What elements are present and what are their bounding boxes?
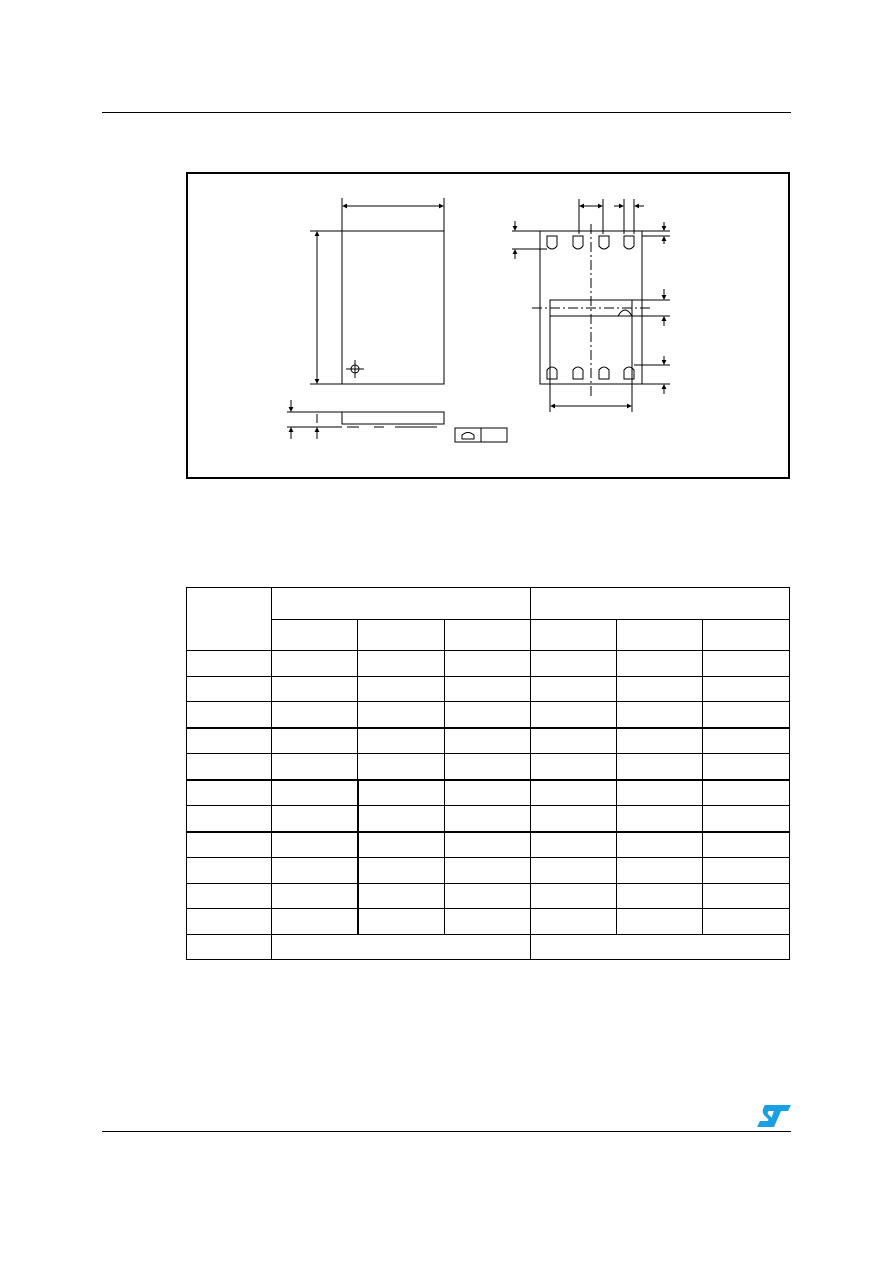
table-header-group-inches <box>531 588 790 620</box>
table-row <box>187 676 790 702</box>
table-row <box>187 754 790 780</box>
table-cell <box>703 780 790 806</box>
table-cell <box>187 883 272 909</box>
table-cell <box>617 806 703 832</box>
table-cell <box>531 934 790 960</box>
table-cell <box>272 754 358 780</box>
table-cell <box>187 702 272 728</box>
table-row <box>187 909 790 935</box>
table-cell <box>531 858 617 884</box>
table-row <box>187 780 790 806</box>
table-cell <box>531 806 617 832</box>
table-cell <box>358 702 445 728</box>
table-cell <box>272 832 358 858</box>
table-cell <box>531 883 617 909</box>
table-cell <box>703 651 790 677</box>
table-cell <box>272 702 358 728</box>
table-cell <box>187 858 272 884</box>
table-cell <box>617 754 703 780</box>
table-cell <box>358 651 445 677</box>
table-cell <box>272 676 358 702</box>
table-cell <box>358 832 445 858</box>
table-cell <box>617 883 703 909</box>
table-cell <box>703 858 790 884</box>
side-view <box>287 400 507 442</box>
table-cell <box>617 858 703 884</box>
table-row <box>187 702 790 728</box>
table-cell <box>358 883 445 909</box>
table-cell <box>187 780 272 806</box>
table-cell <box>358 909 445 935</box>
table-cell <box>187 676 272 702</box>
table-cell <box>272 806 358 832</box>
table-cell <box>272 858 358 884</box>
table-cell <box>531 728 617 754</box>
footer-rule <box>102 1131 791 1132</box>
table-cell <box>531 651 617 677</box>
table-cell <box>445 858 531 884</box>
table-cell <box>531 780 617 806</box>
table-subheader-row <box>187 620 790 651</box>
package-drawing <box>188 174 792 481</box>
table-cell <box>617 728 703 754</box>
table-cell <box>703 832 790 858</box>
table-cell <box>703 909 790 935</box>
table-cell <box>445 651 531 677</box>
table-cell <box>703 754 790 780</box>
table-subheader <box>617 620 703 651</box>
table-cell <box>187 754 272 780</box>
table-subheader <box>703 620 790 651</box>
table-cell <box>358 676 445 702</box>
table-cell <box>445 754 531 780</box>
table-cell <box>617 832 703 858</box>
table-cell <box>358 754 445 780</box>
table-cell <box>703 806 790 832</box>
dimensions-table <box>186 587 790 960</box>
table-cell <box>445 728 531 754</box>
table-cell <box>703 702 790 728</box>
table-row <box>187 651 790 677</box>
table-cell <box>272 651 358 677</box>
table-header-group-mm <box>272 588 531 620</box>
table-cell <box>445 806 531 832</box>
table-cell <box>445 883 531 909</box>
table-cell <box>617 780 703 806</box>
table-subheader <box>531 620 617 651</box>
table-cell <box>272 728 358 754</box>
table-cell <box>617 676 703 702</box>
table-cell <box>358 728 445 754</box>
table-cell <box>187 832 272 858</box>
table-cell <box>272 909 358 935</box>
table-cell <box>617 702 703 728</box>
table-cell <box>445 832 531 858</box>
table-subheader <box>445 620 531 651</box>
table-cell <box>531 754 617 780</box>
table-row <box>187 806 790 832</box>
table-subheader <box>358 620 445 651</box>
table-row <box>187 832 790 858</box>
table-cell <box>187 909 272 935</box>
table-cell <box>272 883 358 909</box>
table-cell <box>445 909 531 935</box>
table-cell <box>617 651 703 677</box>
table-cell <box>358 858 445 884</box>
table-cell <box>187 728 272 754</box>
table-cell <box>703 676 790 702</box>
table-footer-row <box>187 934 790 960</box>
table-cell <box>445 676 531 702</box>
table-cell <box>445 702 531 728</box>
table-cell <box>187 934 272 960</box>
table-row <box>187 883 790 909</box>
package-outline-figure <box>186 172 790 479</box>
table-header-dim <box>187 588 272 651</box>
table-cell <box>272 934 531 960</box>
table-cell <box>445 780 531 806</box>
st-logo-mark <box>757 1105 791 1127</box>
table-row <box>187 858 790 884</box>
table-header-row <box>187 588 790 620</box>
top-view <box>310 198 444 384</box>
table-cell <box>531 832 617 858</box>
table-cell <box>187 651 272 677</box>
table-cell <box>531 702 617 728</box>
table-cell <box>187 806 272 832</box>
table-cell <box>358 780 445 806</box>
bottom-view <box>512 199 670 412</box>
table-cell <box>617 909 703 935</box>
table-row <box>187 728 790 754</box>
table-cell <box>358 806 445 832</box>
header-rule <box>102 112 791 113</box>
table-subheader <box>272 620 358 651</box>
st-logo <box>756 1104 792 1128</box>
table-cell <box>531 909 617 935</box>
table-cell <box>703 883 790 909</box>
table-cell <box>703 728 790 754</box>
table-cell <box>272 780 358 806</box>
table-cell <box>531 676 617 702</box>
table-body <box>187 651 790 935</box>
